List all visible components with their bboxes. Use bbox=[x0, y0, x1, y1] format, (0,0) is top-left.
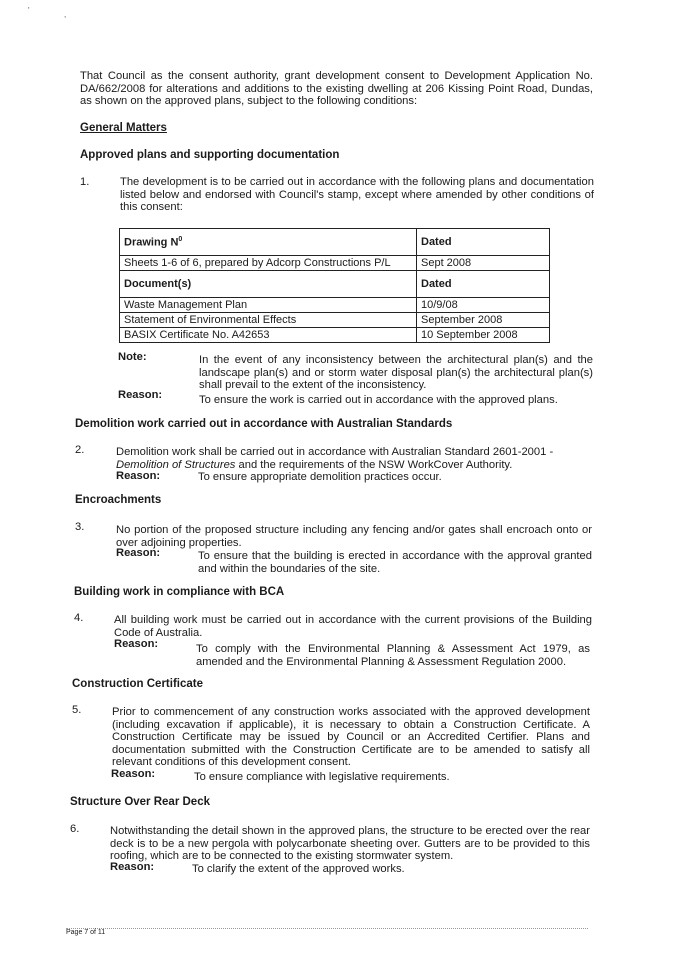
plans-table bbox=[119, 228, 550, 343]
section-heading-rear-deck: Structure Over Rear Deck bbox=[70, 796, 210, 808]
condition-text: Prior to commencement of any construction works associated with the approved development (including excavation if applicable), it is necessary to obtain a Construction Certificate. A Construction Certificate may be issued by Council or an Accredited Certifier. Plans and documentation submitted with the Construction Certificate are to be amended to satisfy all relevant conditions of this development consent. bbox=[112, 706, 590, 769]
condition-text: Notwithstanding the detail shown in the approved plans, the structure to be erected over the rear deck is to be a new pergola with polycarbonate sheeting over. Gutters are to be provided to this roofing, which are to be connected to the existing stormwater system. bbox=[110, 825, 590, 863]
condition-number: 4. bbox=[74, 612, 84, 624]
reason-text: To comply with the Environmental Planning & Assessment Act 1979, as amended and the Environmental Planning & Assessment Regulation 2000. bbox=[196, 643, 590, 668]
reason-text: To ensure the work is carried out in accordance with the approved plans. bbox=[199, 394, 558, 406]
table-cell: Waste Management Plan bbox=[120, 298, 417, 313]
reason-label: Reason: bbox=[114, 638, 159, 650]
reason-text: To clarify the extent of the approved works. bbox=[192, 863, 405, 875]
section-heading-approved-plans: Approved plans and supporting documentation bbox=[80, 149, 340, 161]
table-cell: 10/9/08 bbox=[417, 298, 550, 313]
condition-number: 1. bbox=[80, 176, 90, 188]
table-cell: Sept 2008 bbox=[417, 256, 550, 271]
condition-number: 6. bbox=[70, 823, 80, 835]
scan-mark: , bbox=[64, 10, 67, 19]
reason-label: Reason: bbox=[116, 547, 161, 559]
table-header-dated: Dated bbox=[417, 271, 550, 298]
condition-number: 3. bbox=[75, 521, 85, 533]
footer-divider bbox=[66, 928, 588, 929]
table-cell: BASIX Certificate No. A42653 bbox=[120, 328, 417, 343]
reason-label: Reason: bbox=[110, 861, 155, 873]
condition-number: 2. bbox=[75, 444, 85, 456]
condition-text: Demolition work shall be carried out in accordance with Australian Standard 2601-2001 - Demolition of Structures and the requirements of the NSW WorkCover Authority. bbox=[116, 446, 554, 471]
reason-text: To ensure appropriate demolition practices occur. bbox=[198, 471, 442, 483]
table-cell: Statement of Environmental Effects bbox=[120, 313, 417, 328]
general-matters-heading: General Matters bbox=[80, 122, 167, 134]
reason-label: Reason: bbox=[116, 470, 161, 482]
condition-text: The development is to be carried out in accordance with the following plans and documentation listed below and endorsed with Council's stamp, except where amended by other conditions of this consent: bbox=[120, 176, 594, 214]
section-heading-demolition: Demolition work carried out in accordance with Australian Standards bbox=[75, 418, 453, 430]
table-header-drawing: Drawing $N^0$ bbox=[120, 229, 417, 256]
table-header-documents: Document(s) bbox=[120, 271, 417, 298]
section-heading-bca: Building work in compliance with BCA bbox=[74, 586, 285, 598]
condition-text: No portion of the proposed structure including any fencing and/or gates shall encroach onto or over adjoining properties. bbox=[116, 524, 592, 549]
scan-mark: ' bbox=[28, 6, 30, 15]
reason-label: Reason: bbox=[111, 768, 156, 780]
reason-label: Reason: bbox=[118, 389, 163, 401]
reason-text: To ensure compliance with legislative requirements. bbox=[194, 771, 450, 783]
section-heading-encroachments: Encroachments bbox=[75, 494, 162, 506]
page-number: Page 7 of 11 bbox=[66, 929, 106, 936]
note-text: In the event of any inconsistency between the architectural plan(s) and the landscape plan(s) and or storm water disposal plan(s) the architectural plan(s) shall prevail to the extent of the inconsistency. bbox=[199, 354, 593, 392]
table-cell: September 2008 bbox=[417, 313, 550, 328]
note-label: Note: bbox=[118, 351, 147, 363]
table-header-dated: Dated bbox=[417, 229, 550, 256]
section-heading-construction-certificate: Construction Certificate bbox=[72, 678, 203, 690]
table-cell: Sheets 1-6 of 6, prepared by Adcorp Constructions P/L bbox=[120, 256, 417, 271]
reason-text: To ensure that the building is erected in accordance with the approval granted and within the boundaries of the site. bbox=[198, 550, 592, 575]
condition-text: All building work must be carried out in accordance with the current provisions of the Building Code of Australia. bbox=[114, 614, 592, 639]
condition-number: 5. bbox=[72, 704, 82, 716]
intro-paragraph: That Council as the consent authority, grant development consent to Development Application No. DA/662/2008 for alterations and additions to the existing dwelling at 206 Kissing Point Road, Dundas, as shown on the approved plans, subject to the following conditions: bbox=[80, 70, 593, 108]
table-cell: 10 September 2008 bbox=[417, 328, 550, 343]
